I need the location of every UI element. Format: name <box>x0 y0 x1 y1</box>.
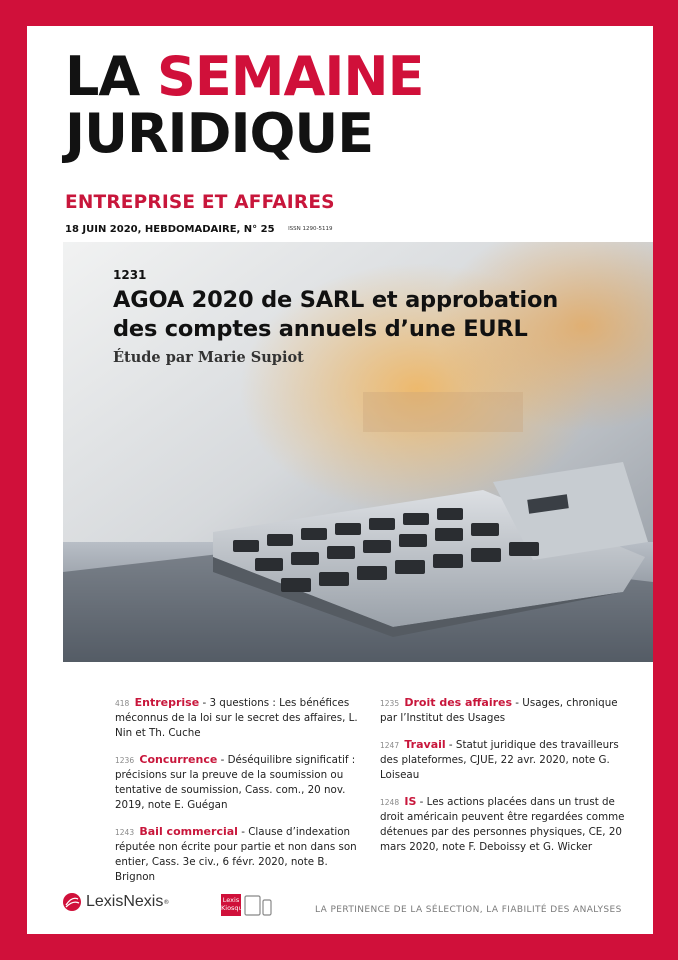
masthead-title <box>65 45 424 165</box>
cover-photo <box>63 242 653 662</box>
toc-entry-text: 3 questions : Les bénéfices méconnus de la loi sur le secret des affaires, L. Nin et Th. Cuche <box>115 697 358 739</box>
kiosque-badge <box>221 894 247 916</box>
toc-entry[interactable]: 1248 IS - Les actions placées dans un trust de droit américain peuvent être regardées comme détenues par des personnes physiques, CE, 20 mars 2020, note F. Deboissy et G. Wicker <box>380 795 625 853</box>
masthead-title-la: LA <box>65 45 140 108</box>
footer-tagline: LA PERTINENCE DE LA SÉLECTION, LA FIABILITÉ DES ANALYSES <box>315 905 622 915</box>
toc-page-number: 418 <box>115 699 130 708</box>
toc-page-number: 1243 <box>115 828 135 837</box>
toc-section-name: IS <box>404 795 417 808</box>
masthead-title-semaine: SEMAINE <box>157 45 424 108</box>
toc-entry-text: Déséquilibre significatif : précisions sur la preuve de la soumission ou tentative de soumission, Cass. com., 20 nov. 2019, note E. Guégan <box>115 754 356 811</box>
toc-section-name: Droit des affaires <box>404 696 513 709</box>
masthead-title-juridique: JURIDIQUE <box>65 102 374 165</box>
toc-entry[interactable]: 1247 Travail - Statut juridique des travailleurs des plateformes, CJUE, 22 avr. 2020, note G. Loiseau <box>380 738 619 781</box>
issn-number: ISSN 1290-5119 <box>288 226 333 232</box>
toc-section-name: Entreprise <box>134 696 200 709</box>
lexisnexis-emblem-icon <box>62 892 82 912</box>
lexis-kiosque-logo <box>221 894 272 916</box>
toc-entry-text: Usages, chronique par l’Institut des Usages <box>380 697 618 724</box>
article-number: 1231 <box>113 268 147 282</box>
masthead-subtitle: ENTREPRISE ET AFFAIRES <box>65 192 335 213</box>
article-byline: Étude par Marie Supiot <box>113 349 304 366</box>
toc-entry[interactable]: 1236 Concurrence - Déséquilibre significatif : précisions sur la preuve de la soumission ou tentative de soumission, Cass. com., 20 nov. 2019, note E. Guégan <box>115 753 356 811</box>
registered-mark: ® <box>163 898 170 906</box>
toc-entry-text: Les actions placées dans un trust de droit américain peuvent être regardées comme détenues par des personnes physiques, CE, 20 mars 2020, note F. Deboissy et G. Wicker <box>380 796 625 853</box>
toc-entry[interactable]: 1243 Bail commercial - Clause d’indexation réputée non écrite pour partie et non dans son entier, Cass. 3e civ., 6 févr. 2020, note B. Brignon <box>115 825 357 883</box>
toc-section-name: Bail commercial <box>139 825 238 838</box>
toc-column-right <box>380 695 625 866</box>
lexisnexis-wordmark: LexisNexis <box>86 893 164 910</box>
cover-page <box>27 26 653 934</box>
toc-section-name: Travail <box>404 738 446 751</box>
toc-entry[interactable]: 1235 Droit des affaires - Usages, chronique par l’Institut des Usages <box>380 696 618 724</box>
kiosque-line-2: Kiosque <box>221 904 247 912</box>
devices-icon <box>244 894 272 916</box>
toc-page-number: 1247 <box>380 741 400 750</box>
article-headline <box>113 286 633 344</box>
feature-article <box>113 268 633 366</box>
toc-entry[interactable]: 418 Entreprise - 3 questions : Les bénéfices méconnus de la loi sur le secret des affaires, L. Nin et Th. Cuche <box>115 696 358 739</box>
lexisnexis-logo <box>62 892 169 912</box>
issue-dateline <box>65 224 333 235</box>
toc-entry-text: Statut juridique des travailleurs des plateformes, CJUE, 22 avr. 2020, note G. Loiseau <box>380 739 619 781</box>
toc-entry-text: Clause d’indexation réputée non écrite pour partie et non dans son entier, Cass. 3e civ., 6 févr. 2020, note B. Brignon <box>115 826 357 883</box>
issue-date: 18 JUIN 2020, HEBDOMADAIRE, N° 25 <box>65 224 275 235</box>
toc-page-number: 1236 <box>115 756 135 765</box>
toc-page-number: 1248 <box>380 798 400 807</box>
toc-column-left <box>115 695 360 896</box>
headline-line-2: des comptes annuels d’une EURL <box>113 316 528 342</box>
headline-line-1: AGOA 2020 de SARL et approbation <box>113 287 559 313</box>
toc-section-name: Concurrence <box>139 753 218 766</box>
kiosque-line-1: Lexis <box>222 896 240 904</box>
toc-page-number: 1235 <box>380 699 400 708</box>
